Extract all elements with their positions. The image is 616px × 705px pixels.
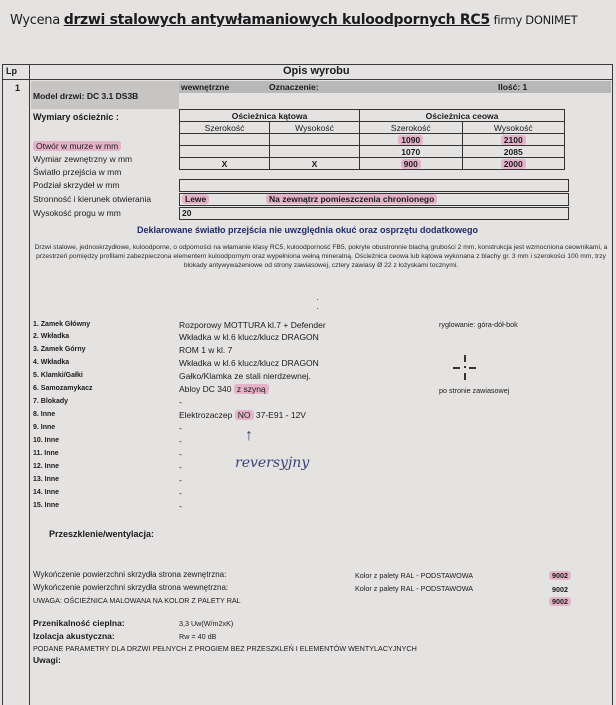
model-side: wewnętrzne bbox=[181, 82, 230, 92]
hw-label: 5. Klamki/Gałki bbox=[33, 372, 83, 379]
col-c-height: Wysokość bbox=[462, 122, 565, 134]
hw-label: 7. Blokady bbox=[33, 398, 69, 405]
group-ceowa: Ościeżnica ceowa bbox=[360, 110, 565, 122]
table-row bbox=[180, 146, 565, 158]
thermal-value: 3,3 Uw(W/m2xK) bbox=[179, 619, 234, 628]
hw-value: - bbox=[179, 449, 182, 459]
finish-inner-ral: 9002 bbox=[552, 585, 568, 594]
cell: 900 bbox=[360, 158, 463, 170]
cell: X bbox=[270, 158, 360, 170]
finish-outer-label: Wykończenie powierzchni skrzydła strona zewnętrzna: bbox=[33, 570, 227, 579]
product-description: Drzwi stalowe, jednoskrzydłowe, kuloodporne, o odporności na włamanie klasy RC5, kuloodporność FB5, pokryte obustronnie blachą grubości 2 mm, konstrukcja jest wzmocniona ceownikami, a przestrzeń pomiędzy profilami zabezpieczona elementem kuloodpornym oraz wypełniona wełną mineralną. Ościeżnica ceowa lub kątowa wykonana z blachy gr. 3 mm i szerokości 100 mm, trzy blokady antywyważeniowe od strony zawiasowej, cztery zawiasy Ø 22 z łożyskami tocznymi. bbox=[34, 244, 608, 269]
hw-value: Elektrozaczep NO 37-E91 - 12V bbox=[179, 410, 306, 420]
hw-value: - bbox=[179, 397, 182, 407]
hw-label: 12. Inne bbox=[33, 463, 60, 470]
col-c-width: Szerokość bbox=[360, 122, 463, 134]
title-subject: drzwi stalowych antywłamaniowych kuloodpornych RC5 bbox=[63, 12, 490, 28]
finish-inner-label: Wykończenie powierzchni skrzydła strona wewnętrzna: bbox=[33, 583, 229, 592]
hw-label: 8. Inne bbox=[33, 411, 56, 418]
dim-label-clear: Światło przejścia w mm bbox=[33, 167, 122, 177]
hw-value: - bbox=[179, 475, 182, 485]
hw-value: Wkładka w kl.6 klucz/klucz DRAGON bbox=[179, 358, 319, 368]
cell: 1090 bbox=[360, 134, 463, 146]
thermal-label: Przenikalność cieplna: bbox=[33, 618, 125, 628]
finish-outer-ral: 9002 bbox=[549, 571, 571, 580]
cell: X bbox=[180, 158, 270, 170]
dimensions-section-label: Wymiary ościeżnic : bbox=[33, 112, 119, 122]
finish-inner-palette: Kolor z palety RAL - PODSTAWOWA bbox=[355, 584, 474, 593]
handwritten-note: reversyjny bbox=[235, 455, 310, 471]
hw-label: 9. Inne bbox=[33, 424, 56, 431]
dim-label-split: Podział skrzydeł w mm bbox=[33, 180, 120, 190]
locking-diagram-icon bbox=[453, 355, 477, 381]
hw-label: 6. Samozamykacz bbox=[33, 385, 93, 392]
hw-label: 11. Inne bbox=[33, 450, 59, 457]
cell: 2085 bbox=[462, 146, 565, 158]
remarks-label: Uwagi: bbox=[33, 655, 61, 665]
hw-extra: po stronie zawiasowej bbox=[439, 386, 510, 395]
dot-marks: · · bbox=[316, 295, 319, 313]
params-note: PODANE PARAMETRY DLA DRZWI PEŁNYCH Z PROGIEM BEZ PRZESZKLEŃ I ELEMENTÓW WENTYLACYJNYCH bbox=[33, 644, 417, 653]
lp-header: Lp bbox=[6, 66, 17, 76]
hw-value: - bbox=[179, 501, 182, 511]
threshold-row bbox=[179, 207, 569, 220]
col-k-width: Szerokość bbox=[180, 122, 270, 134]
quote-table bbox=[2, 64, 613, 705]
hw-label: 2. Wkładka bbox=[33, 333, 70, 340]
title-company: firmy DONIMET bbox=[493, 13, 578, 27]
hw-value: Abloy DC 340 z szyną bbox=[179, 384, 269, 394]
dim-label-opening: Otwór w murze w mm bbox=[33, 141, 121, 151]
hw-label: 1. Zamek Główny bbox=[33, 321, 91, 328]
glazing-label: Przeszklenie/wentylacja: bbox=[49, 529, 155, 539]
quantity-label: Ilość: 1 bbox=[498, 82, 528, 92]
col-k-height: Wysokość bbox=[270, 122, 360, 134]
hw-value: - bbox=[179, 488, 182, 498]
group-katowa: Ościeżnica kątowa bbox=[180, 110, 360, 122]
cell: 1070 bbox=[360, 146, 463, 158]
hw-value: - bbox=[179, 423, 182, 433]
hw-value: Wkładka w kl.6 klucz/klucz DRAGON bbox=[179, 332, 319, 342]
table-row bbox=[180, 158, 565, 170]
cell: 2100 bbox=[462, 134, 565, 146]
hw-value: Rozporowy MOTTURA kl.7 + Defender bbox=[179, 320, 326, 330]
hw-label: 3. Zamek Górny bbox=[33, 346, 86, 353]
cell: 2000 bbox=[462, 158, 565, 170]
document-title bbox=[10, 12, 577, 28]
frame-ral: 9002 bbox=[549, 597, 571, 606]
locking-note: ryglowanie: góra-dół-bok bbox=[439, 320, 518, 329]
frame-paint-note: UWAGA: OŚCIEŻNICA MALOWANA NA KOLOR Z PALETY RAL bbox=[33, 596, 241, 605]
split-row bbox=[179, 179, 569, 192]
hw-label: 4. Wkładka bbox=[33, 359, 70, 366]
threshold-value: 20 bbox=[182, 208, 192, 218]
dim-label-handing: Stronność i kierunek otwierania bbox=[33, 194, 152, 204]
hw-label: 10. Inne bbox=[33, 437, 60, 444]
hw-value: ROM 1 w kl. 7 bbox=[179, 345, 233, 355]
opis-header: Opis wyrobu bbox=[283, 65, 350, 77]
dim-label-threshold: Wysokość progu w mm bbox=[33, 208, 121, 218]
row-number: 1 bbox=[15, 83, 21, 93]
title-prefix: Wycena bbox=[10, 13, 60, 28]
opening-direction: Na zewnątrz pomieszczenia chronionego bbox=[266, 194, 437, 204]
hw-value: - bbox=[179, 436, 182, 446]
handing-row bbox=[179, 193, 569, 206]
declaration-note: Deklarowane światło przejścia nie uwzględnia okuć oraz osprzętu dodatkowego bbox=[136, 225, 479, 235]
cell bbox=[270, 134, 360, 146]
oznaczenie-label: Oznaczenie: bbox=[269, 82, 319, 92]
acoustic-label: Izolacja akustyczna: bbox=[33, 631, 115, 641]
hw-label: 15. Inne bbox=[33, 502, 60, 509]
cell bbox=[180, 146, 270, 158]
hw-label: 14. Inne bbox=[33, 489, 60, 496]
acoustic-value: Rw = 40 dB bbox=[179, 632, 217, 641]
model-label: Model drzwi: DC 3.1 DS3B bbox=[33, 91, 139, 101]
header-row bbox=[3, 65, 612, 80]
cell bbox=[180, 134, 270, 146]
dim-label-outer: Wymiar zewnętrzny w mm bbox=[33, 154, 133, 164]
table-row bbox=[180, 134, 565, 146]
dimensions-table bbox=[179, 109, 565, 170]
lp-column bbox=[3, 65, 30, 705]
hw-label: 13. Inne bbox=[33, 476, 60, 483]
arrow-up-icon: ↑ bbox=[245, 427, 253, 444]
hw-value: - bbox=[179, 462, 182, 472]
hw-value: Gałko/Klamka ze stali nierdzewnej. bbox=[179, 371, 311, 381]
cell bbox=[270, 146, 360, 158]
opening-side: Lewe bbox=[182, 194, 209, 204]
finish-outer-palette: Kolor z palety RAL - PODSTAWOWA bbox=[355, 571, 474, 580]
